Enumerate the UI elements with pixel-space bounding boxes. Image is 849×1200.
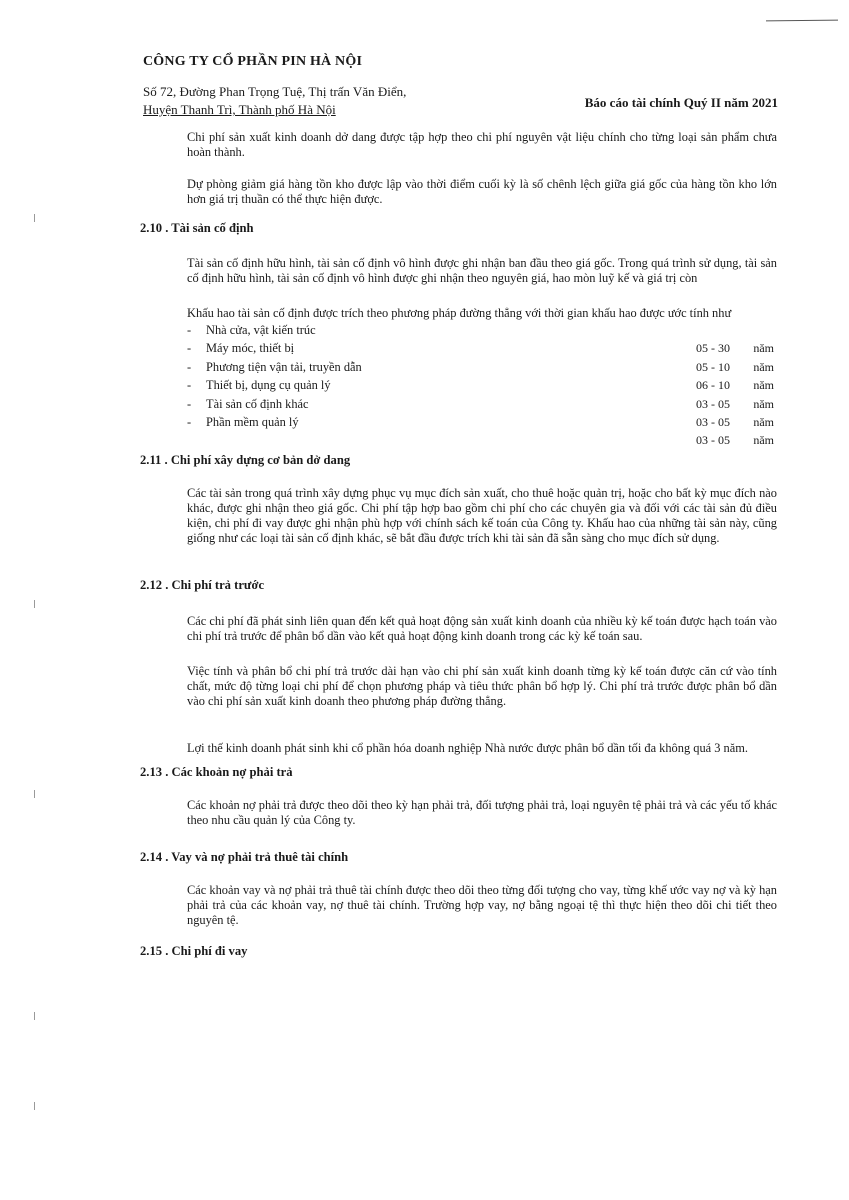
report-title: Báo cáo tài chính Quý II năm 2021: [584, 95, 778, 110]
section-title: Vay và nợ phải trả thuê tài chính: [171, 850, 349, 864]
scan-mark: [34, 1102, 35, 1110]
section-heading-2-12: [140, 578, 264, 593]
depreciation-period: 03 - 05 năm: [696, 397, 774, 411]
scan-mark: [34, 600, 35, 608]
paragraph-inventory-provision: Dự phòng giảm giá hàng tồn kho được lập vào thời điểm cuối kỳ là số chênh lệch giữa giá gốc của hàng tồn kho lớn hơn giá trị thuần có thể thực hiện được.: [187, 177, 777, 206]
paragraph-construction-in-progress: Các tài sản trong quá trình xây dựng phục vụ mục đích sản xuất, cho thuê hoặc quản trị, hoặc cho bất kỳ mục đích nào khác, được ghi nhận theo giá gốc. Chi phí tập hợp bao gồm chi phí cho các chuyên gia và đối với các tài sản đủ điều kiện, chi phí đi vay được ghi nhận phù hợp với chính sách kế toán của Công ty. Khấu hao của những tài sản này, cũng giống như các loại tài sản cố định khác, sẽ bắt đầu được trích khi tài sản đã sẵn sàng cho mục đích sử dụng.: [187, 486, 777, 545]
company-name: CÔNG TY CỔ PHẦN PIN HÀ NỘI: [143, 54, 363, 69]
company-address-line2: Huyện Thanh Trì, Thành phố Hà Nội: [143, 102, 336, 117]
paragraph-prepaid-expenses: Các chi phí đã phát sinh liên quan đến kết quả hoạt động sản xuất kinh doanh của nhiều kỳ kế toán được hạch toán vào chi phí trả trước để phân bổ dần vào kết quả hoạt động kinh doanh trong các kỳ kế toán sau.: [187, 614, 777, 643]
section-heading-2-10: [140, 221, 254, 236]
depreciation-item: - Máy móc, thiết bị: [187, 341, 295, 355]
paragraph-prepaid-allocation: Việc tính và phân bổ chi phí trả trước dài hạn vào chi phí sản xuất kinh doanh từng kỳ kế toán được căn cứ vào tính chất, mức độ từng loại chi phí để chọn phương pháp và tiêu thức phân bổ hợp lý. Chi phí trả trước được phân bổ dần vào chi phí sản xuất kinh doanh theo phương pháp đường thẳng.: [187, 664, 777, 708]
scan-mark: [34, 790, 35, 798]
depreciation-item: - Tài sản cố định khác: [187, 397, 309, 411]
section-title: Các khoản nợ phải trả: [171, 765, 293, 779]
section-number: 2.11 .: [140, 453, 168, 467]
section-heading-2-14: [140, 850, 348, 865]
scan-line: [766, 20, 838, 22]
section-heading-2-15: [140, 944, 247, 959]
paragraph-fixed-assets: Tài sản cố định hữu hình, tài sản cố định vô hình được ghi nhận ban đầu theo giá gốc. Trong quá trình sử dụng, tài sản cố định hữu hình, tài sản cố định vô hình được ghi nhận theo nguyên giá, hao mòn luỹ kế và giá trị còn: [187, 256, 777, 285]
paragraph-depreciation: Khấu hao tài sản cố định được trích theo phương pháp đường thẳng với thời gian khấu hao được ước tính như: [187, 306, 732, 320]
depreciation-item: - Thiết bị, dụng cụ quản lý: [187, 378, 331, 392]
section-number: 2.13 .: [140, 765, 169, 779]
section-title: Chi phí đi vay: [171, 944, 248, 958]
scan-mark: [34, 214, 35, 222]
section-number: 2.15 .: [140, 944, 169, 958]
depreciation-period: 06 - 10 năm: [696, 378, 774, 392]
section-number: 2.14 .: [140, 850, 169, 864]
depreciation-period: 03 - 05 năm: [696, 433, 774, 447]
depreciation-item: - Nhà cửa, vật kiến trúc: [187, 323, 316, 337]
paragraph-payables: Các khoản nợ phải trả được theo dõi theo kỳ hạn phải trả, đối tượng phải trả, loại nguyên tệ phải trả và các yếu tố khác theo nhu cầu quản lý của Công ty.: [187, 798, 777, 827]
paragraph-wip-cost: Chi phí sản xuất kinh doanh dở dang được tập hợp theo chi phí nguyên vật liệu chính cho từng loại sản phẩm chưa hoàn thành.: [187, 130, 777, 159]
company-address-line1: Số 72, Đường Phan Trọng Tuệ, Thị trấn Văn Điển,: [143, 84, 407, 99]
section-title: Tài sản cố định: [171, 221, 254, 235]
section-number: 2.12 .: [140, 578, 169, 592]
paragraph-goodwill: Lợi thế kinh doanh phát sinh khi cổ phần hóa doanh nghiệp Nhà nước được phân bổ dần tối đa không quá 3 năm.: [187, 741, 748, 755]
paragraph-loans: Các khoản vay và nợ phải trả thuê tài chính được theo dõi theo từng đối tượng cho vay, từng khế ước vay nợ và kỳ hạn phải trả của các khoản vay, nợ thuê tài chính. Trường hợp vay, nợ bằng ngoại tệ thì thực hiện theo dõi chi tiết theo nguyên tệ.: [187, 883, 777, 927]
section-heading-2-11: [140, 453, 350, 468]
depreciation-period: 05 - 10 năm: [696, 360, 774, 374]
depreciation-item: - Phương tiện vận tải, truyền dẫn: [187, 360, 362, 374]
depreciation-period: 03 - 05 năm: [696, 415, 774, 429]
depreciation-period: 05 - 30 năm: [696, 341, 774, 355]
scan-mark: [34, 1012, 35, 1020]
section-title: Chi phí xây dựng cơ bản dở dang: [170, 453, 351, 467]
section-title: Chi phí trả trước: [171, 578, 265, 592]
section-number: 2.10 .: [140, 221, 169, 235]
section-heading-2-13: [140, 765, 293, 780]
depreciation-item: - Phần mềm quản lý: [187, 415, 299, 429]
